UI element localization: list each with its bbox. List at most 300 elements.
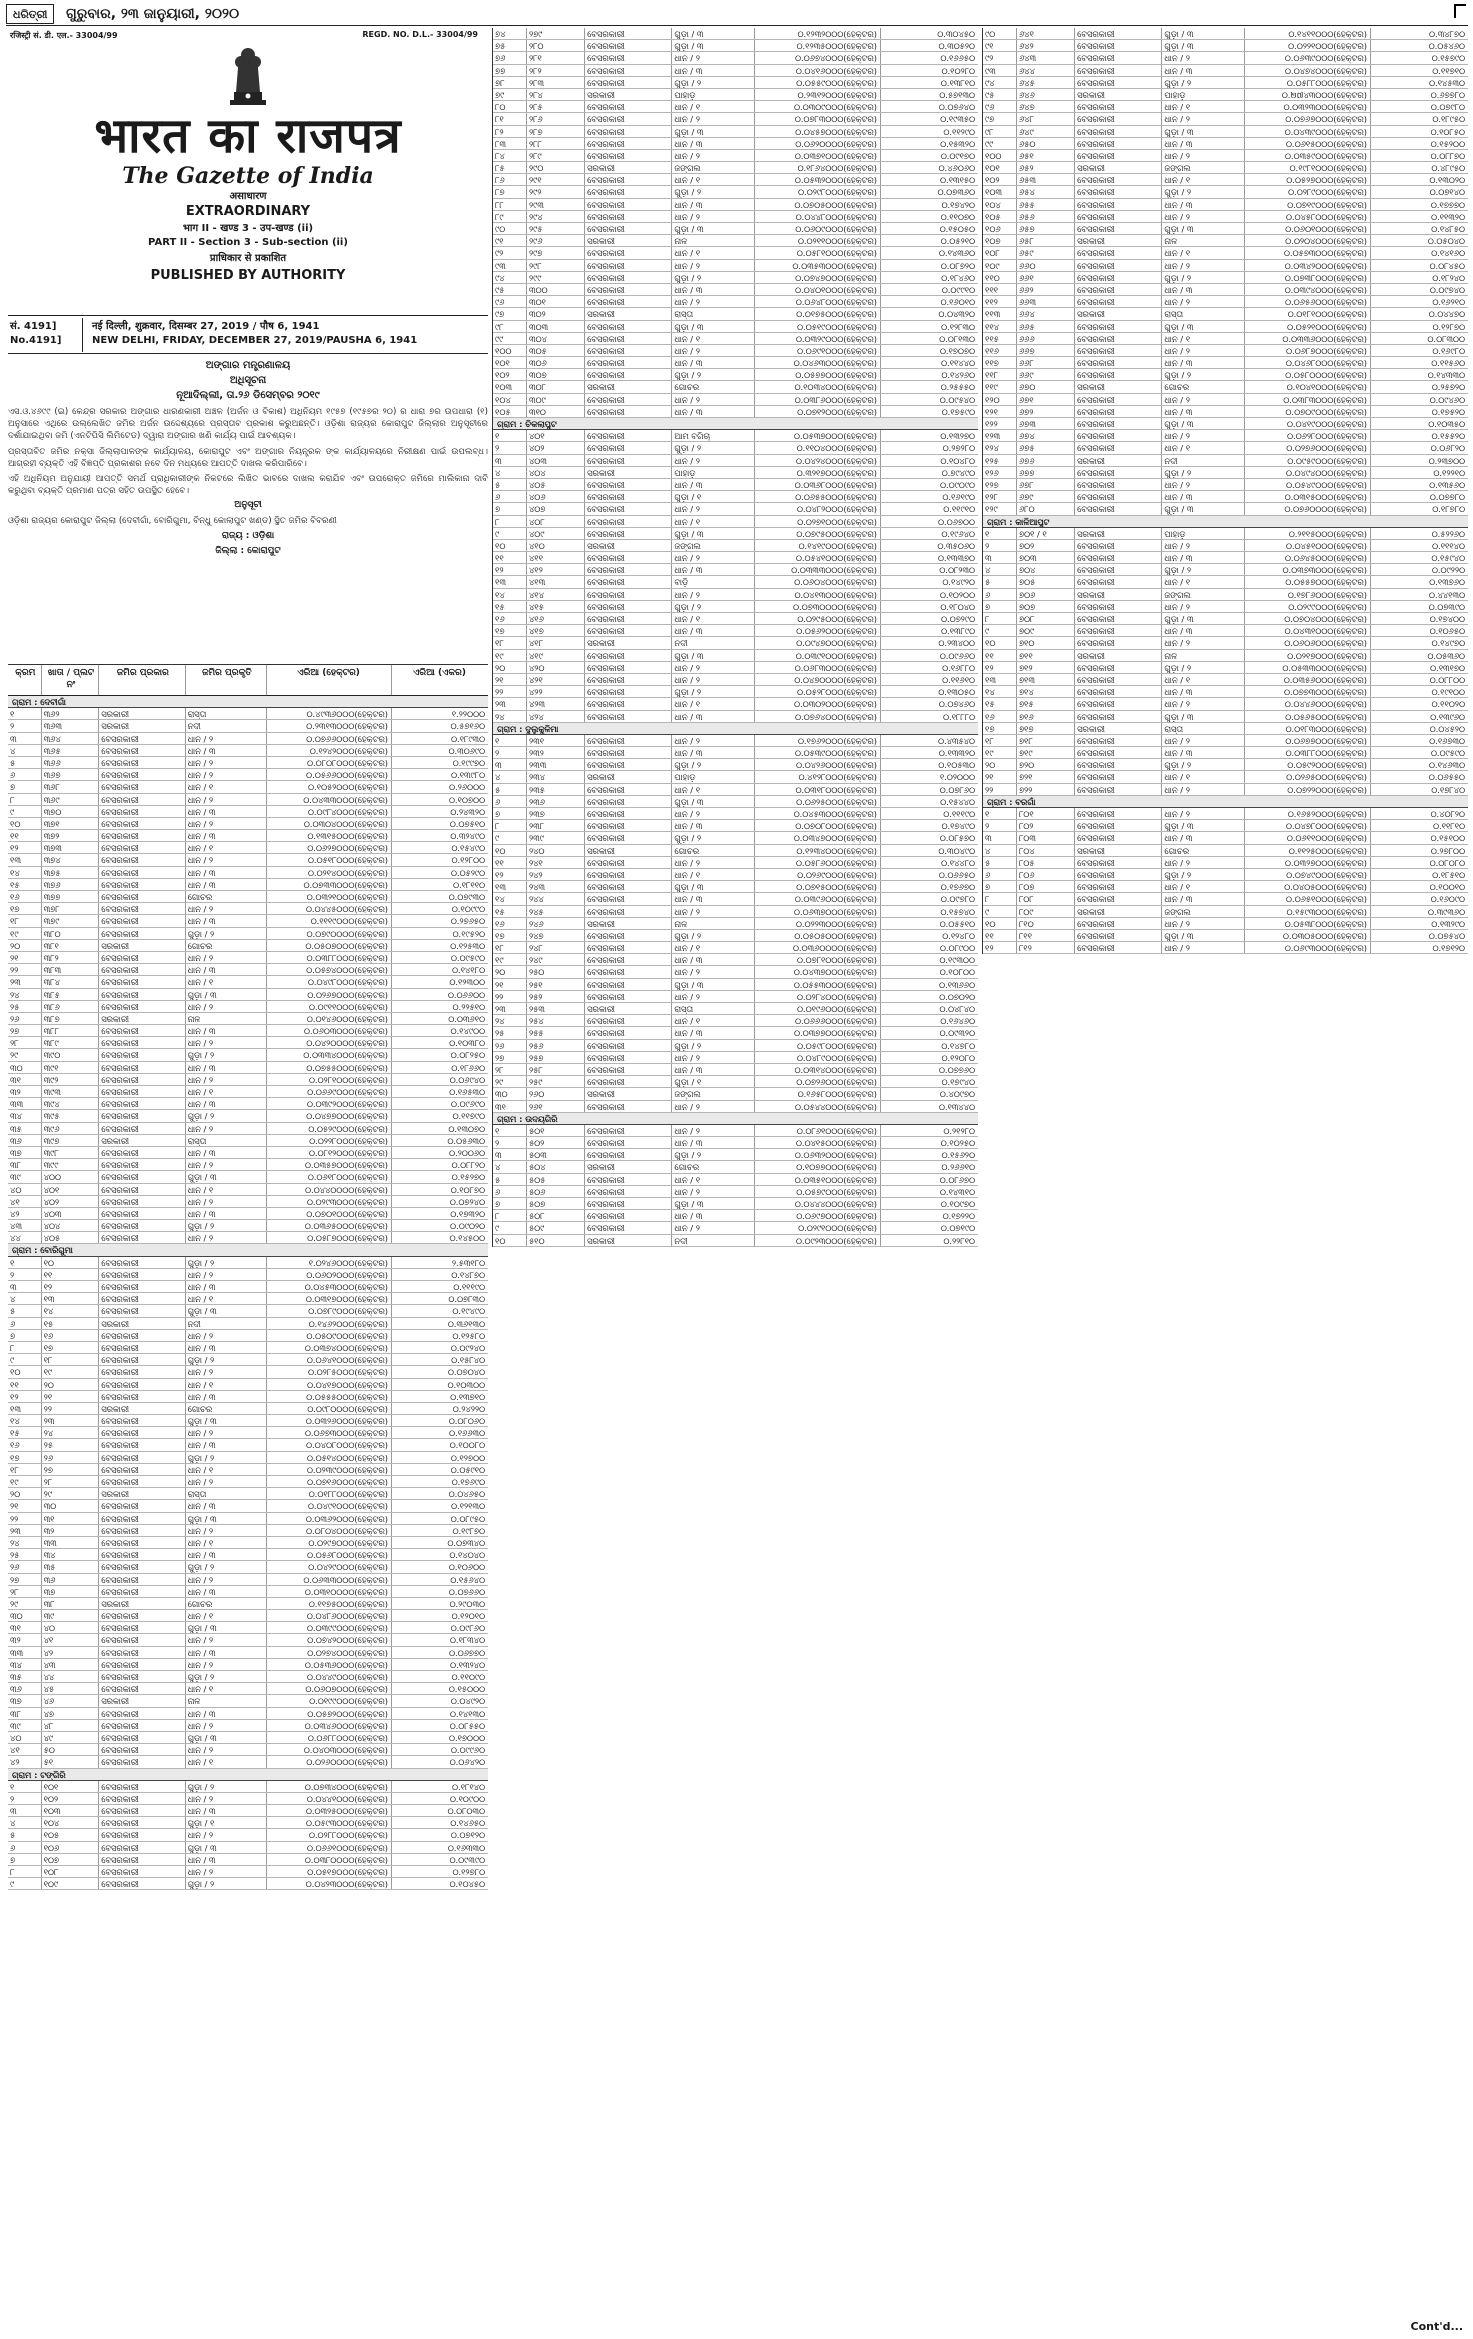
table-row <box>493 1161 978 1173</box>
table-cell: ବେସରକାରୀ <box>585 966 672 977</box>
table-cell: ଗୁଡ଼ା / ୨ <box>672 1149 754 1160</box>
table-cell: ୦.୦୬୦୪୦୦୦(ହେକ୍ଟର) <box>755 576 881 587</box>
table-cell: ୦.୧୪୪୮୦ <box>941 857 975 868</box>
table-row <box>983 186 1468 198</box>
table-cell: ୦.୦୭୦୨୦ <box>939 991 975 1002</box>
table-cell: ଗୁଡ଼ା / ୨ <box>186 1257 268 1268</box>
table-cell: ପାହାଡ଼ <box>672 89 754 100</box>
table-cell: ୦.୦୫୬୩୦ <box>447 1135 485 1146</box>
table-row <box>493 1222 978 1234</box>
table-cell: ୨୩ <box>493 1003 527 1014</box>
table-cell: ବେସରକାରୀ <box>99 1647 185 1658</box>
table-row <box>983 126 1468 138</box>
table-cell: ୦.୦୬୫୬୦୦୦(ହେକ୍ଟର) <box>1245 296 1371 307</box>
table-row <box>983 455 1468 467</box>
table-cell: ୬୬୮ <box>1017 357 1075 368</box>
table-cell: ସରକାରୀ <box>1075 455 1162 466</box>
table-cell: ଧାନ / ୨ <box>186 1001 268 1012</box>
table-cell: ୩୦୩ <box>527 321 585 332</box>
table-cell: ବେସରକାରୀ <box>99 1330 185 1341</box>
table-cell: ୦.୦୨୭୧୦୦୦(ହେକ୍ଟର) <box>755 516 881 527</box>
table-cell: ୦.୧୫୧୦୦ <box>1430 833 1465 844</box>
table-cell: ବେସରକାରୀ <box>99 903 185 914</box>
table-cell: ୨ <box>493 747 527 758</box>
table-cell: ୦.୦୬୦୬୦୦୦(ହେକ୍ଟର) <box>1245 637 1371 648</box>
table-cell: ୨୮୬ <box>527 113 585 124</box>
table-cell: ୦.୧୪୩୬୦ <box>938 248 975 259</box>
table-cell: ବେସରକାରୀ <box>585 1101 672 1112</box>
table-cell: ୦.୧୭୫୯୦ <box>941 406 975 417</box>
table-cell: ୮୦୧ <box>1017 808 1075 819</box>
table-cell: ୭୫ <box>493 40 527 51</box>
table-cell: ୦.୧୮୬୬୦ <box>451 1062 485 1073</box>
table-row <box>8 1842 488 1854</box>
table-row <box>983 832 1468 844</box>
table-cell: ୦.୦୭୬୪୦ <box>938 102 975 113</box>
table-cell: ୪୨୦ <box>527 662 585 673</box>
table-cell: ୨୩ <box>493 698 527 709</box>
table-cell: ୦.୦୭୧୪୦ <box>1429 187 1465 198</box>
table-cell: ୭୧୦ <box>1017 637 1075 648</box>
table-cell: ଧାନ / ୩ <box>1162 893 1244 904</box>
table-cell: ୯୩ <box>983 65 1017 76</box>
table-cell: ୦.୦୫୨୯୦୦୦(ହେକ୍ଟର) <box>267 1123 392 1134</box>
table-cell: ୦.୦୩୩୪୦୦୦(ହେକ୍ଟର) <box>267 1049 392 1060</box>
table-cell: ୧ <box>493 735 527 746</box>
table-row <box>493 662 978 674</box>
table-cell: ୦.୦୬୪୮୦୦୦(ହେକ୍ଟର) <box>755 296 881 307</box>
table-cell: ବେସରକାରୀ <box>585 613 672 624</box>
table-cell: ୬୪୭ <box>1017 101 1075 112</box>
table-cell: ୬୫୬ <box>1017 211 1075 222</box>
table-cell: ବେସରକାରୀ <box>99 1379 185 1390</box>
table-cell: ୬୭୦ <box>1017 381 1075 392</box>
table-row <box>493 1149 978 1161</box>
table-cell: ୧୦ <box>493 540 527 551</box>
table-row <box>983 723 1468 735</box>
table-cell: ୦.୧୭୦୦୦ <box>448 1732 485 1743</box>
table-cell: ୫୦୪ <box>527 1161 585 1172</box>
table-cell: ୦.୧୮୧୧୦ <box>453 879 485 890</box>
table-cell: ଧାନ / ୨ <box>186 1574 268 1585</box>
table-cell: ୨୯ <box>493 1076 527 1087</box>
table-cell: ୭୧୬ <box>1017 711 1075 722</box>
table-cell: ୦.୦୯୭୮୦ <box>940 894 975 905</box>
table-cell: ବେସରକାରୀ <box>1075 369 1162 380</box>
table-row <box>983 199 1468 211</box>
table-cell: ୦.୧୩୪୪୦ <box>938 1101 975 1112</box>
table-cell: ୧୦୦ <box>983 150 1017 161</box>
table-cell: ୦.୧୮୫୧୦ <box>1432 869 1465 880</box>
table-cell: ୭୧୭ <box>1017 723 1075 734</box>
table-cell: ୦.୩୦୬୯୦ <box>448 745 485 756</box>
table-cell: ୩ <box>8 1281 42 1292</box>
table-row <box>8 1269 488 1281</box>
table-cell: ଧାନ / ୨ <box>672 150 754 161</box>
table-cell: ୭୬ <box>493 52 527 63</box>
table-row <box>8 1427 488 1439</box>
table-row <box>983 381 1468 393</box>
table-cell: ଧାନ / ୧ <box>1162 247 1244 258</box>
table-cell: ଧାନ / ୩ <box>672 820 754 831</box>
table-cell: ଗୁଡ଼ା / ୩ <box>1162 223 1244 234</box>
table-row <box>493 1015 978 1027</box>
table-cell: ୧୬ <box>42 1330 100 1341</box>
table-cell: ଧାନ / ୩ <box>672 1137 754 1148</box>
table-cell: ୦.୦୩୬୨୦୦୦(ହେକ୍ଟର) <box>267 1513 392 1524</box>
table-row <box>493 467 978 479</box>
table-cell: ୩୬୯ <box>42 794 100 805</box>
table-cell: ୧୦୮ <box>983 247 1017 258</box>
table-cell: ଗୁଡ଼ା / ୨ <box>186 1671 268 1682</box>
table-cell: ଗୋଚର <box>1162 381 1244 392</box>
table-cell: ୦.୦୫୬୬୦୦୦(ହେକ୍ଟର) <box>267 769 392 780</box>
table-cell: ଗୁଡ଼ା / ୨ <box>1162 662 1244 673</box>
table-cell: ୦.୦୮୨୩୦ <box>939 565 975 576</box>
table-cell: ୦.୦୬୯୪୦ <box>449 1074 485 1085</box>
table-cell: ୯ <box>8 1878 42 1889</box>
table-cell: ଧାନ / ୧ <box>672 942 754 953</box>
table-cell: ୯୭ <box>983 113 1017 124</box>
table-row <box>8 1196 488 1208</box>
table-cell: ୦.୦୩୫୧୦୦୦(ହେକ୍ଟର) <box>755 1174 881 1185</box>
table-cell: ୦.୦୭୨୯୦ <box>940 614 975 624</box>
table-row <box>493 333 978 345</box>
table-cell: ୨୩୫ <box>527 784 585 795</box>
gazette-title-hindi: भारत का राजपत्र <box>94 108 402 164</box>
table-cell: ୪୧୯ <box>527 650 585 661</box>
table-cell: ୦.୦୬୮୭୦୦୦(ହେକ୍ଟର) <box>1245 345 1371 356</box>
table-cell: ବେସରକାରୀ <box>99 1671 185 1682</box>
table-cell: ୭୧୨ <box>1017 662 1075 673</box>
table-cell: ୨୪୭ <box>527 930 585 941</box>
table-row <box>493 686 978 698</box>
table-cell: ଗୁଡ଼ା / ୩ <box>186 1622 268 1633</box>
table-cell: ୧୧୮ <box>983 369 1017 380</box>
table-cell: ଗୁଡ଼ା / ୨ <box>672 686 754 697</box>
table-cell: ୦.୪୬୦୬୦ <box>938 163 975 174</box>
table-row <box>493 394 978 406</box>
table-cell: ୧୦୬ <box>42 1842 100 1853</box>
table-cell: ୦.୦୭୯୦୦୦୦(ହେକ୍ଟର) <box>267 928 392 939</box>
table-cell: ୭୪ <box>493 28 527 39</box>
table-row <box>493 966 978 978</box>
table-cell: ବେସରକାରୀ <box>99 1549 185 1560</box>
table-cell: ୩୯୭ <box>42 1135 100 1146</box>
table-cell: ୦.୪୪୧୩୦ <box>1428 589 1465 600</box>
table-cell: ଗୁଡ଼ା / ୩ <box>1162 613 1244 624</box>
table-cell: ୩ <box>983 832 1017 843</box>
table-cell: ବେସରକାରୀ <box>99 1342 185 1353</box>
table-cell: ୧୨ <box>983 942 1017 953</box>
table-cell: ୦.୦୧୯୬୦୦୦(ହେକ୍ଟର) <box>755 1003 881 1014</box>
issue-number-english: No.4191] <box>10 335 62 346</box>
table-cell: ୦.୩୬୧୩୦ <box>447 1318 485 1329</box>
table-row <box>493 759 978 771</box>
table-cell: ୦.୧୨୪୮୦ <box>942 930 975 941</box>
table-cell: ଧାନ / ୨ <box>186 903 268 914</box>
table-row <box>493 479 978 491</box>
table-cell: ବେସରକାରୀ <box>585 357 672 368</box>
table-cell: ୦.୧୯୧୦୦ <box>1431 687 1465 698</box>
table-cell: ୦.୧୬୩୩୦ <box>447 1842 485 1853</box>
table-cell: ୩ <box>493 455 527 466</box>
table-cell: ୦.୦୭୯୩୦ <box>448 892 485 902</box>
table-cell: ୧.୦୨୪୬୦୦୦(ହେକ୍ଟର) <box>267 1257 392 1268</box>
table-cell: ୧୦ <box>42 1257 100 1268</box>
table-cell: ୩୦୨ <box>527 308 585 319</box>
table-row <box>983 467 1468 479</box>
table-cell: ଧାନ / ୨ <box>672 1052 754 1063</box>
table-cell: ବେସରକାରୀ <box>99 867 185 878</box>
table-cell: ୦.୦୮୯୦୦ <box>939 943 975 954</box>
table-cell: ୪୨୨ <box>527 686 585 697</box>
table-cell: ବେସରକାରୀ <box>585 516 672 527</box>
table-cell: ଗୁଡ଼ା / ୧ <box>672 491 754 502</box>
table-cell: ୦.୧୦୯୯୦ <box>451 904 485 915</box>
table-cell: ୨୦ <box>983 759 1017 770</box>
table-row <box>983 528 1468 540</box>
table-cell: ୨ <box>493 1137 527 1148</box>
table-row <box>8 781 488 793</box>
table-cell: ୧୧୨ <box>983 296 1017 307</box>
table-cell: ୪୨୧ <box>527 674 585 685</box>
table-cell: ୦.୧୨୩୦୦ <box>449 977 485 988</box>
table-cell: ଧାନ / ୩ <box>186 1500 268 1511</box>
table-row <box>8 903 488 915</box>
table-cell: ୦.୦୮୮୦୦ <box>1429 674 1465 685</box>
table-cell: ୩୦୬ <box>527 357 585 368</box>
table-cell: ୦.୧୦୩୪୦୦୦(ହେକ୍ଟର) <box>755 381 881 392</box>
table-cell: ୦.୦୩୨୧୦୦୦(ହେକ୍ଟର) <box>267 891 392 902</box>
table-cell: ବେସରକାରୀ <box>1075 674 1162 685</box>
table-cell: ଧାନ / ୨ <box>1162 637 1244 648</box>
table-cell: ୨୯୬ <box>527 235 585 246</box>
table-cell: ଧାନ / ୧ <box>1162 101 1244 112</box>
table-cell: ୦.୩୨୧୭୦୦୦(ହେକ୍ଟର) <box>755 467 881 478</box>
table-cell: ୦.୦୩୮୮୦୦୦(ହେକ୍ଟର) <box>1245 747 1371 758</box>
table-cell: ୬୭୪ <box>1017 430 1075 441</box>
table-row <box>493 869 978 881</box>
table-cell: ୦.୦୬୧୮୦୦୦(ହେକ୍ଟର) <box>267 1171 392 1182</box>
table-cell: ୯ <box>493 1222 527 1233</box>
table-cell: ୦.୦୯୮୬୦ <box>450 1623 485 1634</box>
table-cell: ୦.୦୭୧୨୦ <box>450 1830 485 1841</box>
table-cell: ବେସରକାରୀ <box>585 126 672 137</box>
table-cell: ୦.୧୪୭୮୦ <box>941 1040 975 1051</box>
table-cell: ନଦୀ <box>1162 455 1244 466</box>
table-row <box>8 1318 488 1330</box>
table-cell: ୦.୦୬୨୭୦୦୦(ହେକ୍ଟର) <box>267 842 392 853</box>
table-cell: ୪୧୪ <box>527 589 585 600</box>
table-cell: ୦.୦୯୮୪୦୦୦(ହେକ୍ଟର) <box>267 806 392 817</box>
table-cell: ୬୬୪ <box>1017 308 1075 319</box>
table-cell: ୦.୧୮୭୮୦ <box>1432 504 1465 515</box>
table-cell: ୧୦୧ <box>493 357 527 368</box>
table-row <box>493 260 978 272</box>
table-cell: ସରକାରୀ <box>585 771 672 782</box>
table-cell: ବେସରକାରୀ <box>99 928 185 939</box>
table-cell: ୧୦୪ <box>493 394 527 405</box>
table-cell: ୮୦୨ <box>1017 820 1075 831</box>
table-cell: ୨୨ <box>8 964 42 975</box>
table-cell: ୨ <box>983 820 1017 831</box>
table-cell: ୦.୦୩୮୩୦୦୦(ହେକ୍ଟର) <box>1245 394 1371 405</box>
table-cell: ବେସରକାରୀ <box>585 576 672 587</box>
table-row <box>8 1110 488 1122</box>
table-cell: ୭ <box>493 1198 527 1209</box>
table-cell: ୩୨ <box>8 1634 42 1645</box>
table-cell: ୦.୦୫୭୭୦୦୦(ହେକ୍ଟର) <box>755 369 881 380</box>
table-cell: ୦.୦୩୫୯୦୦୦(ହେକ୍ଟର) <box>1245 150 1371 161</box>
table-row <box>8 1171 488 1183</box>
table-cell: ୦.୧୮୯୩୦ <box>451 733 485 744</box>
table-row <box>8 1232 488 1244</box>
table-cell: ୨୬୧ <box>527 1101 585 1112</box>
table-cell: ୩୧ <box>493 1101 527 1112</box>
table-cell: ବେସରକାରୀ <box>99 733 185 744</box>
table-cell: ସରକାରୀ <box>1075 845 1162 856</box>
table-cell: ୩୭୨ <box>42 830 100 841</box>
table-row <box>493 455 978 467</box>
notification-label: ଅଧିସୂଚନା <box>229 375 267 386</box>
table-cell: ୭ <box>493 503 527 514</box>
table-cell: ୦.୧୯୩୫୦ <box>940 114 975 125</box>
table-cell: ୧ <box>8 1781 42 1792</box>
table-cell: ପାହାଡ଼ <box>1162 89 1244 100</box>
table-cell: ଗୁଡ଼ା / ୩ <box>1162 930 1244 941</box>
table-cell: ୦.୦୫୨୮୦୦୦(ହେକ୍ଟର) <box>755 686 881 697</box>
table-cell: ଧାନ / ୨ <box>672 662 754 673</box>
table-cell: ଗୁଡ଼ା / ୩ <box>672 321 754 332</box>
table-cell: ୧୮ <box>8 1464 42 1475</box>
table-cell: ୦.୧୩୦୫୦ <box>938 687 975 698</box>
table-cell: ୮୦୭ <box>1017 881 1075 892</box>
table-cell: ବେସରକାରୀ <box>99 1525 185 1536</box>
table-cell: ୦.୧୭୮୬୦୦୦(ହେକ୍ଟର) <box>1245 589 1371 600</box>
table-row <box>493 357 978 369</box>
table-cell: ୦.୦୭୪୭୦୦୦(ହେକ୍ଟର) <box>755 272 881 283</box>
table-cell: ଧାନ / ୧ <box>1162 881 1244 892</box>
table-cell: ବେସରକାରୀ <box>585 479 672 490</box>
table-cell: ୦.୦୪୨୬୦୦୦(ହେକ୍ଟର) <box>755 759 881 770</box>
table-cell: ୧୭ <box>8 903 42 914</box>
table-cell: ଧାନ / ୨ <box>186 1196 268 1207</box>
district-label: ଜିଲ୍ଲା : କୋରାପୁଟ <box>215 545 281 556</box>
table-cell: ଧାନ / ୧ <box>186 1537 268 1548</box>
table-cell: ୦.୧୪୨୬୦ <box>941 370 975 381</box>
table-cell: ୦.୧୭୫୨୦ <box>1431 406 1465 417</box>
table-cell: ୦.୧୨୮୭୦ <box>1432 321 1465 332</box>
table-cell: ୦.୦୪୨୦୦୦୦(ହେକ୍ଟର) <box>267 1037 392 1048</box>
table-cell: ଧାନ / ୩ <box>186 1647 268 1658</box>
table-cell: ୦.୦୩୪୭୦୦୦(ହେକ୍ଟର) <box>755 832 881 843</box>
table-cell: ୦.୧୦୬୦୦ <box>448 1562 485 1573</box>
table-cell: ୦.୦୧୪୬୦୦୦(ହେକ୍ଟର) <box>267 1013 392 1024</box>
table-cell: ବେସରକାରୀ <box>1075 613 1162 624</box>
table-cell: ୦.୨୬୦୦୦ <box>448 782 485 793</box>
table-cell: ବେସରକାରୀ <box>99 757 185 768</box>
table-cell: ୩ <box>493 1149 527 1160</box>
table-cell: ବେସରକାରୀ <box>1075 406 1162 417</box>
table-cell: ଧାନ / ୨ <box>672 966 754 977</box>
table-row <box>8 1525 488 1537</box>
table-cell: ୦.୧୬୦୯୦ <box>1430 894 1465 905</box>
table-cell: ଧାନ / ୧ <box>672 784 754 795</box>
table-cell: ୦.୧୧୬୧୦ <box>942 674 975 685</box>
table-cell: ୦.୧୨୩୨୦୦୦(ହେକ୍ଟର) <box>755 28 881 39</box>
table-cell: ବେସରକାରୀ <box>99 1293 185 1304</box>
table-cell: ୦.୦୭୧୯୦୦୦(ହେକ୍ଟର) <box>1245 199 1371 210</box>
table-cell: ୩୬ <box>8 1683 42 1694</box>
table-cell: ୬୬୦ <box>1017 260 1075 271</box>
table-cell: ୪୧୩ <box>527 576 585 587</box>
table-cell: ପାହାଡ଼ <box>1162 528 1244 539</box>
table-cell: ଧାନ / ୧ <box>186 1756 268 1767</box>
table-cell: ଧାନ / ୨ <box>186 1476 268 1487</box>
table-cell: ୦.୦୪୪୯୦୦୦(ହେକ୍ଟର) <box>267 1671 392 1682</box>
table-cell: ବେସରକାରୀ <box>99 1086 185 1097</box>
table-cell: ୧୦୯ <box>983 260 1017 271</box>
table-cell: ୨୦ <box>42 1379 100 1390</box>
table-row <box>983 345 1468 357</box>
table-cell: ୧୨ <box>8 842 42 853</box>
table-cell: ଧାନ / ୩ <box>186 915 268 926</box>
table-cell: ବେସରକାରୀ <box>585 150 672 161</box>
table-cell: ୦.୦୨୬୭୦୦୦(ହେକ୍ଟର) <box>267 989 392 1000</box>
table-cell: ଗୁଡ଼ା / ୩ <box>672 881 754 892</box>
table-cell: ବେସରକାରୀ <box>99 1391 185 1402</box>
table-cell: ୧୪ <box>493 893 527 904</box>
table-cell: ଧାନ / ୧ <box>186 1610 268 1621</box>
table-cell: ଗୋଚର <box>672 381 754 392</box>
table-cell: ୦.୧୪୧୧୦୦୦(ହେକ୍ଟର) <box>1245 28 1371 39</box>
table-cell: ୨୪୮ <box>527 942 585 953</box>
table-cell: ବେସରକାରୀ <box>1075 601 1162 612</box>
table-row <box>493 1198 978 1210</box>
table-cell: ୧୪ <box>983 686 1017 697</box>
table-row <box>8 1854 488 1866</box>
table-row <box>493 857 978 869</box>
table-cell: ୦.୦୨୩୯୦୦୦(ହେକ୍ଟର) <box>267 1464 392 1475</box>
table-cell: ୭ <box>983 601 1017 612</box>
table-cell: ୬୭୩ <box>1017 418 1075 429</box>
table-row <box>983 77 1468 89</box>
table-cell: ୦.୦୯୨୪୦ <box>450 1342 485 1353</box>
table-row <box>493 150 978 162</box>
table-row <box>493 284 978 296</box>
table-cell: ୦.୦୯୪୭୦୦୦(ହେକ୍ଟର) <box>755 637 881 648</box>
table-row <box>493 650 978 662</box>
table-cell: ୦.୧୨୮୦୦ <box>451 855 485 866</box>
table-cell: ବେସରକାରୀ <box>99 1720 185 1731</box>
table-cell: ୦.୦୫୦୫୦୦୦(ହେକ୍ଟର) <box>755 930 881 941</box>
table-cell: ୦.୧୦୨୫୦ <box>940 1138 975 1149</box>
table-cell: ବେସରକାରୀ <box>99 1574 185 1585</box>
table-cell: ୦.୦୩୭୪୦୦୦(ହେକ୍ଟର) <box>267 1342 392 1353</box>
table-row <box>8 1610 488 1622</box>
table-cell: ୦.୦୭୮୧୦୦୦(ହେକ୍ଟର) <box>755 954 881 965</box>
table-cell: ୪ <box>8 745 42 756</box>
table-cell: ୦.୦୬୦୩୦୦୦(ହେକ୍ଟର) <box>267 1025 392 1036</box>
table-cell: ଧାନ / ୩ <box>672 625 754 636</box>
table-cell: ବେସରକାରୀ <box>99 1110 185 1121</box>
table-cell: ୦.୧୪୬୨୦୦୦(ହେକ୍ଟର) <box>267 1318 392 1329</box>
table-cell: ଧାନ / ୨ <box>1162 808 1244 819</box>
table-cell: ୨୪ <box>493 1015 527 1026</box>
table-row <box>983 552 1468 564</box>
state-label: ରାଜ୍ୟ : ଓଡ଼ିଶା <box>221 530 275 541</box>
